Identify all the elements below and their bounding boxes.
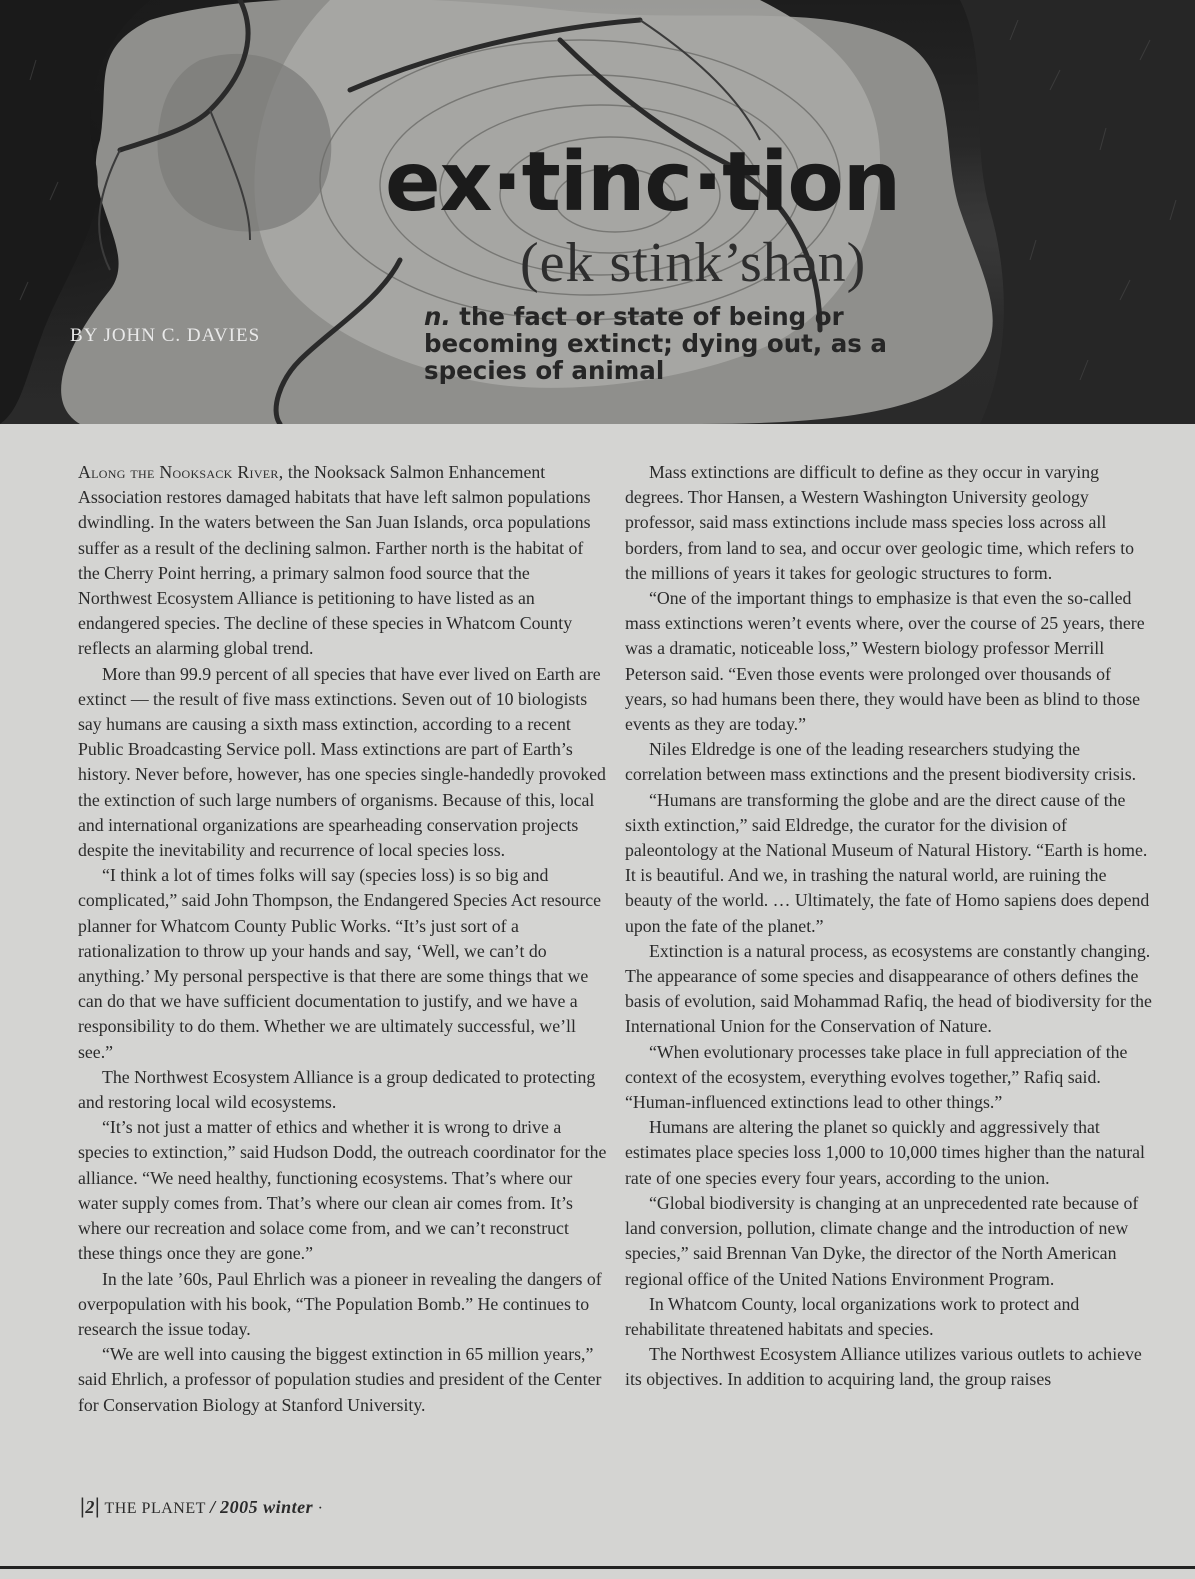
paragraph: The Northwest Ecosystem Alliance utilizes various outlets to achieve its objectives. In addition to acquiring land, the group raises <box>625 1344 1142 1390</box>
paragraph: “When evolutionary processes take place in full appreciation of the context of the ecosystem, everything evolves together,” Rafiq said. “Human-influenced extinctions lead to other things.” <box>625 1041 1128 1113</box>
paragraph: Humans are altering the planet so quickly and aggressively that estimates place species loss 1,000 to 10,000 times higher than the natural rate of one species every four years, according to the union. <box>625 1117 1145 1188</box>
paragraph: Extinction is a natural process, as ecosystems are constantly changing. The appearance of some species and disappearance of others defines the basis of evolution, said Mohammad Rafiq, the head of biodiversity for the International Union for the Conservation of Nature. <box>625 940 1152 1037</box>
lead-in: Along the Nooksack River, <box>78 462 284 482</box>
part-of-speech: n. <box>424 302 451 331</box>
paragraph: Mass extinctions are difficult to define as they occur in varying degrees. Thor Hansen, a Western Washington University geology professor, said mass extinctions include mass species loss across all borders, from land to sea, and occur over geologic time, which refers to the millions of years it takes for geologic structures to form. <box>625 462 1135 583</box>
paragraph: The Northwest Ecosystem Alliance is a group dedicated to protecting and restoring local wild ecosystems. <box>78 1066 596 1113</box>
paragraph: “One of the important things to emphasize is that even the so-called mass extinctions weren’t events where, over the course of 25 years, there was a dramatic, noticeable loss,” Western biology professor Merrill Peterson said. “Even those events were prolonged over thousands of years, so had humans been there, they would have been as blind to those events as they are today.” <box>625 588 1145 735</box>
lead-paragraph <box>78 460 608 662</box>
paragraph: In the late ’60s, Paul Ehrlich was a pioneer in revealing the dangers of overpopulation with his book, “The Population Bomb.” He continues to research the issue today. <box>78 1268 602 1339</box>
paragraph: In Whatcom County, local organizations work to protect and rehabilitate threatened habitats and species. <box>625 1293 1080 1339</box>
page-footer: |2| THE PLANET / 2005 winter · <box>80 1493 324 1518</box>
article-column-left <box>78 460 608 1418</box>
paragraph: “It’s not just a matter of ethics and whether it is wrong to drive a species to extinction,” said Hudson Dodd, the outreach coordinator for the alliance. “We need healthy, functioning ecosystems. That’s where our water supply comes from. That’s where our clean air comes from. It’s where our recreation and solace come from, and we can’t reconstruct these things once they are gone.” <box>78 1117 607 1264</box>
paragraph: “Humans are transforming the globe and are the direct cause of the sixth extinction,” said Eldredge, the curator for the division of paleontology at the National Museum of Natural History. “Earth is home. It is beautiful. And we, in trashing the natural world, are ruining the beauty of the world. … Ultimately, the fate of Homo sapiens does depend upon the fate of the planet.” <box>625 789 1150 936</box>
issue-label: 2005 winter <box>220 1497 314 1517</box>
header-photo <box>0 0 1195 424</box>
page-number: 2 <box>85 1497 95 1517</box>
definition <box>424 303 924 384</box>
lead-paragraph-text: the Nooksack Salmon Enhancement Association restores damaged habitats that have left salmon populations dwindling. In the waters between the San Juan Islands, orca populations suffer as a result of the declining salmon. Farther north is the habitat of the Cherry Point herring, a primary salmon food source that the Northwest Ecosystem Alliance is petitioning to have listed as an endangered species. The decline of these species in Whatcom County reflects an alarming global trend. <box>78 462 591 659</box>
pronunciation: (ek stink’shən) <box>520 232 867 294</box>
issue-separator: / <box>210 1497 216 1517</box>
publication-name: THE PLANET <box>104 1500 206 1517</box>
paragraph: “We are well into causing the biggest extinction in 65 million years,” said Ehrlich, a professor of population studies and president of the Center for Conservation Biology at Stanford University. <box>78 1344 602 1415</box>
definition-text: the fact or state of being or becoming extinct; dying out, as a species of animal <box>424 302 887 385</box>
paragraph: “Global biodiversity is changing at an unprecedented rate because of land conversion, pollution, climate change and the introduction of new species,” said Brennan Van Dyke, the director of the North American regional office of the United Nations Environment Program. <box>625 1192 1139 1289</box>
paragraph: More than 99.9 percent of all species that have ever lived on Earth are extinct — the result of five mass extinctions. Seven out of 10 biologists say humans are causing a sixth mass extinction, according to a recent Public Broadcasting Service poll. Mass extinctions are part of Earth’s history. Never before, however, has one species single-handedly provoked the extinction of such large numbers of organisms. Because of this, local and international organizations are spearheading conservation projects despite the inevitability and recurrence of local species loss. <box>78 663 606 861</box>
paragraph: Niles Eldredge is one of the leading researchers studying the correlation between mass extinctions and the present biodiversity crisis. <box>625 739 1137 785</box>
article-column-right <box>625 460 1153 1393</box>
byline: BY JOHN C. DAVIES <box>70 325 261 346</box>
headword: ex·tinc·tion <box>385 135 901 230</box>
footer-dot: · <box>317 1500 324 1517</box>
paragraph: “I think a lot of times folks will say (species loss) is so big and complicated,” said John Thompson, the Endangered Species Act resource planner for Whatcom County Public Works. “It’s just sort of a rationalization to throw up your hands and say, ‘Well, we can’t do anything.’ My personal perspective is that there are some things that we can do that we have sufficient documentation to justify, and we have a responsibility to do them. Whether we are ultimately successful, we’ll see.” <box>78 865 602 1062</box>
bottom-rule <box>0 1566 1195 1569</box>
